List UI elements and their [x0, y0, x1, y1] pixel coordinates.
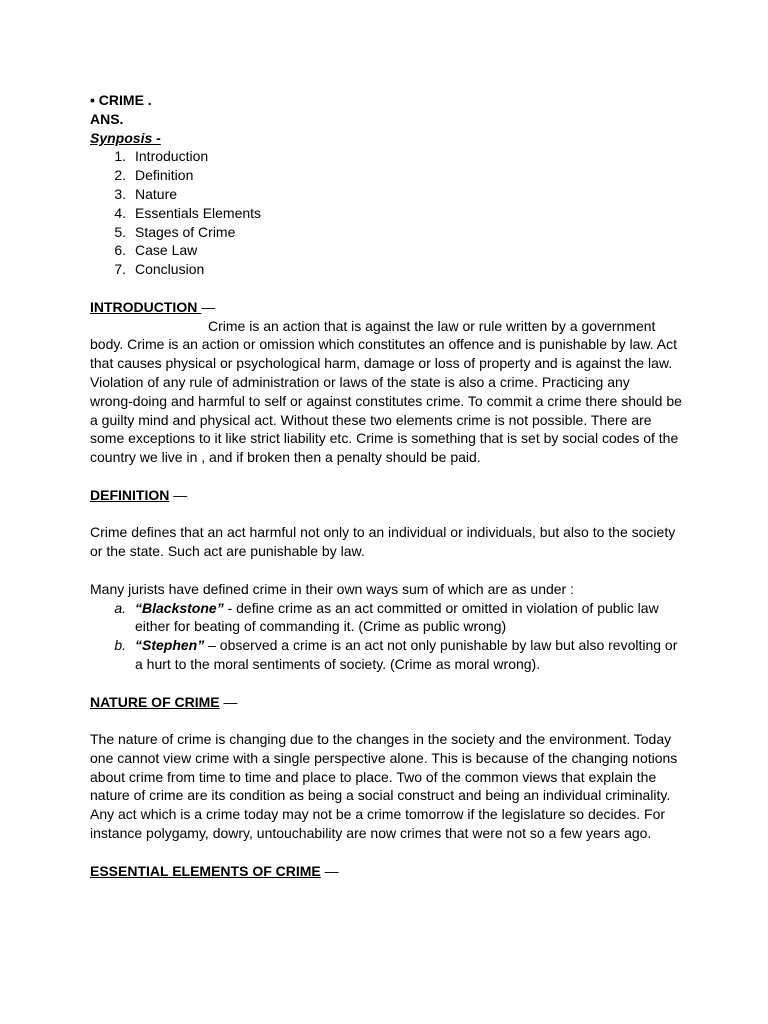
- list-item: 4. Essentials Elements: [114, 204, 262, 221]
- paragraph-line: body. Crime is an action or omission which constitutes an offence and is punishable by law. Act: [90, 336, 678, 353]
- list-item: 2. Definition: [114, 167, 194, 184]
- list-item: b. “Stephen” – observed a crime is an act not only punishable by law but also revolting or a hurt to the moral sentiments of society. (Crime as moral wrong).: [114, 637, 678, 672]
- answer-label: ANS.: [90, 110, 124, 127]
- paragraph-line: country we live in , and if broken then a penalty should be paid.: [90, 449, 481, 466]
- nature-heading: NATURE OF CRIME: [90, 693, 220, 710]
- list-item: 7. Conclusion: [114, 261, 205, 278]
- document-page: [90, 91, 680, 880]
- paragraph-line: nature of crime are its condition as being a social construct and being an individual criminality.: [90, 787, 671, 804]
- question-title: • CRIME .: [90, 92, 152, 108]
- synopsis-list: [90, 147, 680, 279]
- paragraph-line: about crime from time to time and place to place. Two of the common views that explain the: [90, 768, 657, 785]
- introduction-heading: INTRODUCTION: [90, 298, 202, 315]
- definition-paragraph: [90, 523, 680, 561]
- paragraph-line: Crime defines that an act harmful not only to an individual or individuals, but also to the society: [90, 524, 676, 541]
- list-item: 1. Introduction: [114, 148, 209, 165]
- paragraph-line: Violation of any rule of administration or laws of the state is also a crime. Practicing any: [90, 373, 630, 390]
- paragraph-line: one cannot view crime with a single perspective alone. This is because of the changing notions: [90, 749, 678, 766]
- list-item: a. “Blackstone” - define crime as an act committed or omitted in violation of public law either for beating of commanding it. (Crime as public wrong): [114, 599, 659, 635]
- synopsis-heading: Synposis -: [90, 129, 161, 146]
- paragraph-line: some exceptions to it like strict liability etc. Crime is something that is set by social codes of the: [90, 430, 679, 447]
- essential-heading: ESSENTIAL ELEMENTS OF CRIME: [90, 862, 321, 879]
- introduction-paragraph: [90, 317, 680, 467]
- paragraph-line: or the state. Such act are punishable by law.: [90, 543, 365, 560]
- paragraph-line: wrong-doing and harmful to self or against constitutes crime. To commit a crime there should be: [90, 392, 682, 409]
- introduction-heading-line: INTRODUCTION —: [90, 298, 216, 315]
- definition-heading-line: DEFINITION —: [90, 486, 188, 503]
- nature-paragraph: [90, 730, 680, 843]
- list-item: 3. Nature: [114, 185, 178, 202]
- paragraph-line: Any act which is a crime today may not be a crime tomorrow if the legislature so decides. For: [90, 806, 666, 823]
- paragraph-line: a guilty mind and physical act. Without these two elements crime is not possible. There are: [90, 411, 652, 428]
- jurists-list: [90, 599, 680, 674]
- list-item: 6. Case Law: [114, 242, 198, 259]
- paragraph-line: The nature of crime is changing due to the changes in the society and the environment. Today: [90, 731, 672, 748]
- essential-heading-line: ESSENTIAL ELEMENTS OF CRIME —: [90, 862, 339, 879]
- nature-heading-line: NATURE OF CRIME —: [90, 693, 238, 710]
- paragraph-line: Crime is an action that is against the law or rule written by a government: [208, 317, 656, 334]
- list-item: 5. Stages of Crime: [114, 223, 236, 240]
- paragraph-line: that causes physical or psychological harm, damage or loss of property and is against the law.: [90, 355, 673, 372]
- paragraph-line: instance polygamy, dowry, untouchability are now crimes that were not so a few years ago.: [90, 825, 652, 842]
- jurists-intro: Many jurists have defined crime in their own ways sum of which are as under :: [90, 580, 574, 597]
- definition-heading: DEFINITION: [90, 486, 170, 503]
